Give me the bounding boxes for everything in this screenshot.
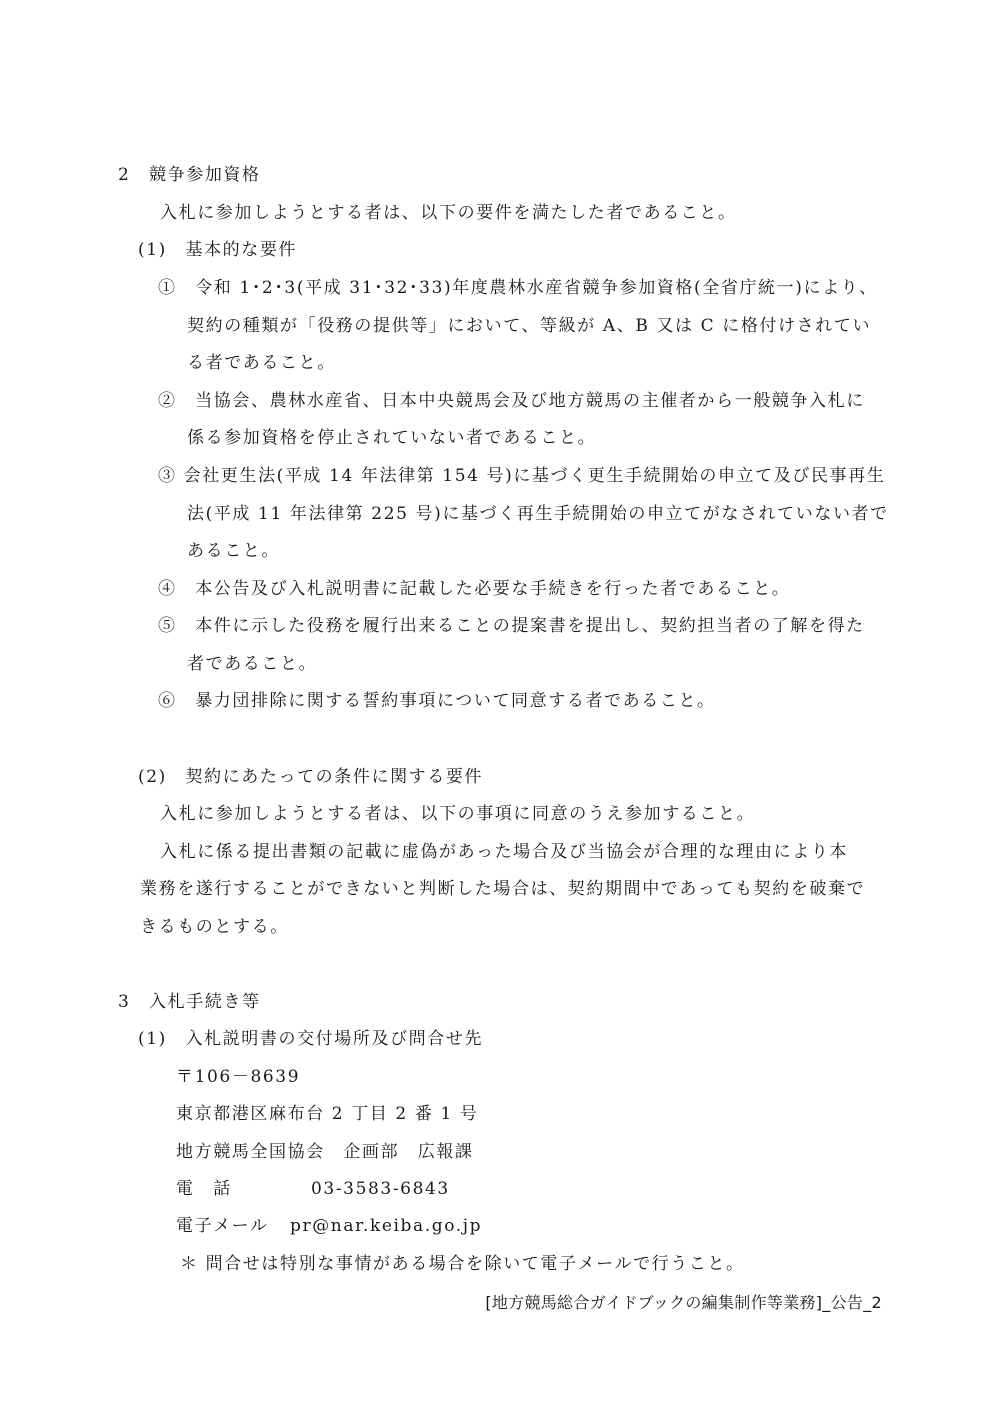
section-2-heading: 2 競争参加資格 [118,165,261,185]
item-2-line-1: ② 当協会、農林水産省、日本中央競馬会及び地方競馬の主催者から一般競争入札に [158,391,865,411]
email-label: 電子メール [176,1216,269,1236]
item-1-line-1: ① 令和 1･2･3(平成 31･32･33)年度農林水産省競争参加資格(全省庁統一)により、 [158,278,878,298]
address: 東京都港区麻布台 2 丁目 2 番 1 号 [176,1104,479,1124]
sub-2-para-2-line-1: 入札に係る提出書類の記載に虚偽があった場合及び当協会が合理的な理由により本 [160,842,849,862]
item-5-line-1: ⑤ 本件に示した役務を履行出来ることの提案書を提出し、契約担当者の了解を得た [158,616,865,636]
phone-number: 03-3583-6843 [311,1179,450,1199]
item-3-line-3: あること。 [187,541,280,561]
item-5-line-2: 者であること。 [187,654,318,674]
item-1-line-2: 契約の種類が「役務の提供等」において、等級が A、B 又は C に格付けされてい [187,316,872,336]
postal-code: 〒106－8639 [176,1067,301,1087]
organization: 地方競馬全国協会 企画部 広報課 [176,1142,474,1162]
item-6-line-1: ⑥ 暴力団排除に関する誓約事項について同意する者であること。 [158,691,716,711]
sub-1-heading: (1) 基本的な要件 [138,240,298,260]
item-3-line-1: ③ 会社更生法(平成 14 年法律第 154 号)に基づく更生手続開始の申立て及び民事再生 [158,466,886,486]
sub-2-heading: (2) 契約にあたっての条件に関する要件 [138,767,484,787]
item-2-line-2: 係る参加資格を停止されていない者であること。 [187,428,597,448]
item-1-line-3: る者であること。 [187,353,336,373]
sub-2-para-2-line-3: きるものとする。 [140,917,289,937]
sub-2-para-1: 入札に参加しようとする者は、以下の事項に同意のうえ参加すること。 [160,804,756,824]
contact-note: ＊ 問合せは特別な事情がある場合を除いて電子メールで行うこと。 [180,1254,745,1274]
section-3-heading: 3 入札手続き等 [118,992,261,1012]
email-address: pr@nar.keiba.go.jp [290,1216,483,1236]
item-4-line-1: ④ 本公告及び入札説明書に記載した必要な手続きを行った者であること。 [158,579,791,599]
section-2-intro: 入札に参加しようとする者は、以下の要件を満たした者であること。 [160,203,737,223]
section-3-sub-1-heading: (1) 入札説明書の交付場所及び問合せ先 [138,1029,484,1049]
page-footer: [地方競馬総合ガイドブックの編集制作等業務]_公告_2 [485,1293,882,1312]
item-3-line-2: 法(平成 11 年法律第 225 号)に基づく再生手続開始の申立てがなされていない者で [187,504,889,524]
phone-label: 電 話 [176,1179,232,1199]
sub-2-para-2-line-2: 業務を遂行することができないと判断した場合は、契約期間中であっても契約を破棄で [140,879,866,899]
